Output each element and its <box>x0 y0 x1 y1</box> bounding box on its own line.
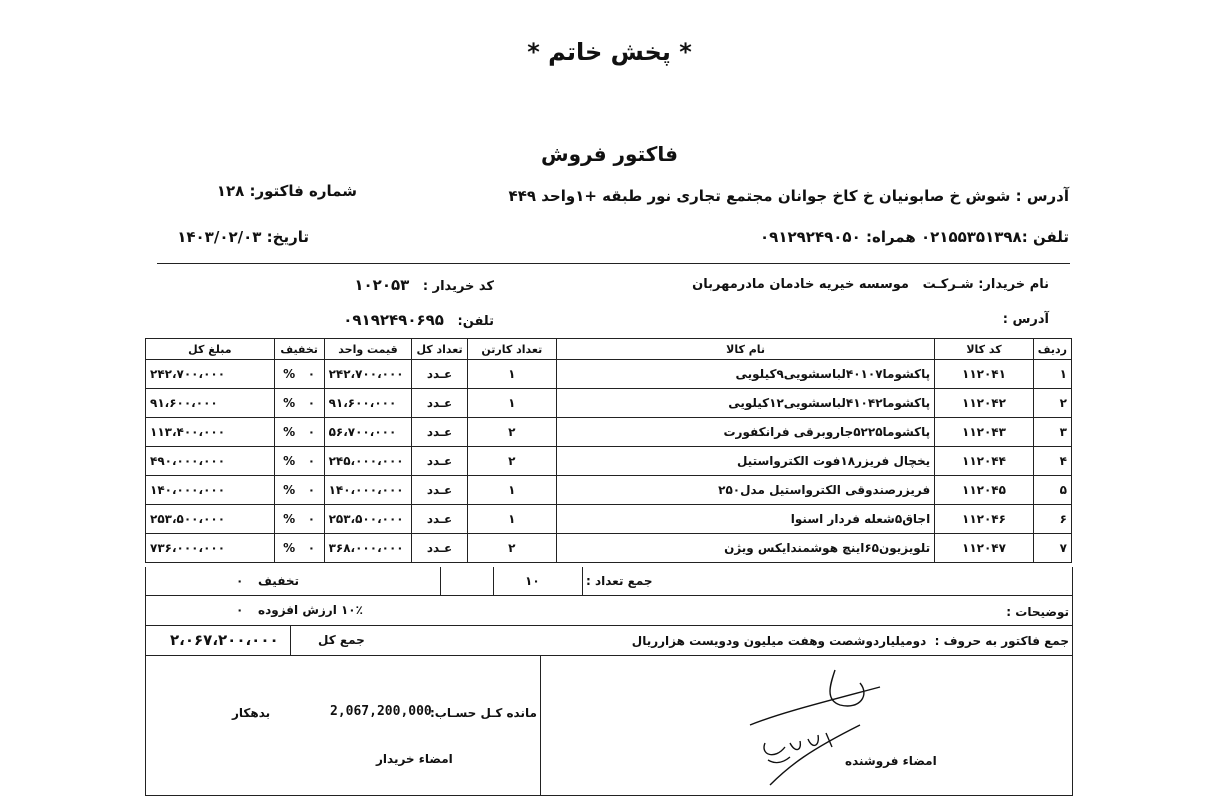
invoice-number-label: شماره فاکتور: <box>249 182 357 200</box>
total-discount-value: ۰ <box>236 574 244 588</box>
seller-address-label: آدرس : <box>1015 187 1069 205</box>
discount-value: ۰ <box>307 425 316 439</box>
unit-price: ۲۴۵،۰۰۰،۰۰۰ <box>324 447 412 476</box>
item-name: فریزرصندوقی الکترواستیل مدل۲۵۰ <box>557 476 935 505</box>
item-code: ۱۱۲۰۴۵ <box>935 476 1034 505</box>
buyer-name-value: موسسه خیریه خادمان مادرمهربان <box>692 277 909 292</box>
unit-label: عـدد <box>412 447 467 476</box>
discount <box>274 505 324 534</box>
line-amount: ۱۴۰،۰۰۰،۰۰۰ <box>146 476 275 505</box>
buyer-code-value: ۱۰۲۰۵۳ <box>354 276 410 294</box>
buyer-signature-label: امضاء خریدار <box>376 752 453 766</box>
seller-address-value: شوش خ صابونیان خ کاخ جوانان مجتمع تجاری نور طبقه +۱واحد ۴۴۹ <box>508 187 1011 205</box>
col-header-cartons: تعداد کارتن <box>467 339 556 360</box>
buyer-code <box>354 276 494 294</box>
grand-total-value: ۲،۰۶۷،۲۰۰،۰۰۰ <box>170 631 279 649</box>
item-code: ۱۱۲۰۴۶ <box>935 505 1034 534</box>
col-header-total-count: تعداد کل <box>412 339 467 360</box>
percent-sign: % <box>283 483 296 497</box>
item-code: ۱۱۲۰۴۴ <box>935 447 1034 476</box>
carton-count: ۱ <box>467 476 556 505</box>
unit-price: ۱۴۰،۰۰۰،۰۰۰ <box>324 476 412 505</box>
col-header-item-name: نام کالا <box>557 339 935 360</box>
unit-price: ۵۶،۷۰۰،۰۰۰ <box>324 418 412 447</box>
divider <box>440 567 441 595</box>
line-amount: ۱۱۳،۴۰۰،۰۰۰ <box>146 418 275 447</box>
table-row <box>146 534 1072 563</box>
carton-count: ۱ <box>467 389 556 418</box>
company-brand: * پخش خاتم * <box>527 38 692 66</box>
discount <box>274 534 324 563</box>
row-number: ۳ <box>1033 418 1071 447</box>
discount-value: ۰ <box>307 454 316 468</box>
divider <box>493 567 494 595</box>
percent-sign: % <box>283 425 296 439</box>
divider <box>290 625 291 655</box>
seller-mobile-label: همراه: <box>865 228 916 246</box>
vat-value: ۰ <box>236 603 244 617</box>
discount <box>274 418 324 447</box>
header-divider <box>157 263 1070 264</box>
table-row <box>146 476 1072 505</box>
col-header-amount: مبلغ کل <box>146 339 275 360</box>
item-name: پاکشوما۴۱۰۴۲لباسشویی۱۲کیلویی <box>557 389 935 418</box>
row-number: ۵ <box>1033 476 1071 505</box>
seller-signature-image <box>740 665 890 790</box>
item-name: اجاق۵شعله فردار اسنوا <box>557 505 935 534</box>
unit-label: عـدد <box>412 476 467 505</box>
line-amount: ۷۳۶،۰۰۰،۰۰۰ <box>146 534 275 563</box>
discount <box>274 389 324 418</box>
discount-value: ۰ <box>307 541 316 555</box>
invoice-date-label: تاریخ: <box>266 228 309 246</box>
unit-label: عـدد <box>412 360 467 389</box>
invoice-number <box>217 182 357 200</box>
carton-count: ۲ <box>467 447 556 476</box>
discount <box>274 360 324 389</box>
buyer-phone <box>343 311 494 329</box>
carton-count: ۱ <box>467 360 556 389</box>
discount-value: ۰ <box>307 483 316 497</box>
unit-price: ۲۴۲،۷۰۰،۰۰۰ <box>324 360 412 389</box>
invoice-date-value: ۱۴۰۳/۰۲/۰۳ <box>177 228 262 246</box>
buyer-name-prefix: شـرکـت <box>922 277 974 292</box>
carton-count: ۲ <box>467 534 556 563</box>
line-amount: ۹۱،۶۰۰،۰۰۰ <box>146 389 275 418</box>
carton-count: ۱ <box>467 505 556 534</box>
table-row <box>146 360 1072 389</box>
row-number: ۲ <box>1033 389 1071 418</box>
vat-label: ۱۰٪ ارزش افزوده <box>258 603 363 617</box>
item-name: پاکشوما۵۲۲۵جاروبرقی فرانکفورت <box>557 418 935 447</box>
item-name: یخچال فریزر۱۸فوت الکترواستیل <box>557 447 935 476</box>
unit-label: عـدد <box>412 418 467 447</box>
item-name: پاکشوما۴۰۱۰۷لباسشویی۹کیلویی <box>557 360 935 389</box>
items-table <box>145 338 1072 563</box>
unit-label: عـدد <box>412 389 467 418</box>
signature-area <box>145 655 1073 796</box>
discount-value: ۰ <box>307 367 316 381</box>
seller-mobile: ۰۹۱۲۹۲۴۹۰۵۰ <box>760 228 861 246</box>
percent-sign: % <box>283 367 296 381</box>
table-header-row <box>146 339 1072 360</box>
item-code: ۱۱۲۰۴۱ <box>935 360 1034 389</box>
table-row <box>146 389 1072 418</box>
line-amount: ۲۴۲،۷۰۰،۰۰۰ <box>146 360 275 389</box>
balance-status: بدهکار <box>232 706 271 720</box>
row-number: ۴ <box>1033 447 1071 476</box>
percent-sign: % <box>283 454 296 468</box>
item-name: تلویزیون۶۵اینچ هوشمندایکس ویژن <box>557 534 935 563</box>
col-header-code: کد کالا <box>935 339 1034 360</box>
notes-label: توضیحات : <box>1006 605 1069 619</box>
carton-count: ۲ <box>467 418 556 447</box>
line-amount: ۴۹۰،۰۰۰،۰۰۰ <box>146 447 275 476</box>
percent-sign: % <box>283 541 296 555</box>
buyer-address-label: آدرس : <box>1002 312 1049 327</box>
seller-phones <box>760 228 1069 246</box>
document-title: فاکتور فروش <box>541 142 678 166</box>
table-row <box>146 418 1072 447</box>
total-discount-label: تخفیف <box>258 574 299 588</box>
col-header-unit-price: قیمت واحد <box>324 339 412 360</box>
seller-phone: ۰۲۱۵۵۳۵۱۳۹۸ <box>921 228 1022 246</box>
buyer-phone-value: ۰۹۱۹۲۴۹۰۶۹۵ <box>343 311 444 329</box>
discount-value: ۰ <box>307 396 316 410</box>
invoice-number-value: ۱۲۸ <box>216 182 245 200</box>
row-number: ۷ <box>1033 534 1071 563</box>
unit-price: ۳۶۸،۰۰۰،۰۰۰ <box>324 534 412 563</box>
discount <box>274 476 324 505</box>
item-code: ۱۱۲۰۴۷ <box>935 534 1034 563</box>
table-row <box>146 505 1072 534</box>
table-row <box>146 447 1072 476</box>
balance-value: 2,067,200,000 <box>330 704 432 719</box>
divider <box>540 655 541 795</box>
unit-price: ۲۵۳،۵۰۰،۰۰۰ <box>324 505 412 534</box>
balance-label: مانده کـل حسـاب: <box>430 706 537 720</box>
buyer-code-label: کد خریدار : <box>422 279 494 294</box>
buyer-name-label: نام خریدار: <box>978 277 1049 292</box>
col-header-row-number: ردیف <box>1033 339 1071 360</box>
total-count-value: ۱۰ <box>525 574 540 588</box>
grand-total-label: جمع کل <box>318 633 365 647</box>
amount-in-words-label: جمع فاکتور به حروف : <box>934 634 1069 648</box>
buyer-address <box>1003 312 1049 327</box>
amount-in-words-value: دومیلیاردوشصت وهفت میلیون ودویست هزارریال <box>631 634 927 648</box>
item-code: ۱۱۲۰۴۲ <box>935 389 1034 418</box>
unit-label: عـدد <box>412 534 467 563</box>
amount-in-words <box>632 634 1069 648</box>
buyer-phone-label: تلفن: <box>457 314 494 329</box>
unit-label: عـدد <box>412 505 467 534</box>
percent-sign: % <box>283 512 296 526</box>
discount <box>274 447 324 476</box>
line-amount: ۲۵۳،۵۰۰،۰۰۰ <box>146 505 275 534</box>
buyer-name <box>692 277 1049 292</box>
seller-address <box>509 187 1069 205</box>
discount-value: ۰ <box>307 512 316 526</box>
seller-phone-label: تلفن : <box>1021 228 1069 246</box>
unit-price: ۹۱،۶۰۰،۰۰۰ <box>324 389 412 418</box>
percent-sign: % <box>283 396 296 410</box>
row-number: ۶ <box>1033 505 1071 534</box>
total-count-label: جمع تعداد : <box>586 574 653 588</box>
divider <box>582 567 583 595</box>
col-header-discount: تخفیف <box>274 339 324 360</box>
invoice-date <box>177 228 309 246</box>
item-code: ۱۱۲۰۴۳ <box>935 418 1034 447</box>
seller-signature-label: امضاء فروشنده <box>845 754 937 768</box>
row-number: ۱ <box>1033 360 1071 389</box>
